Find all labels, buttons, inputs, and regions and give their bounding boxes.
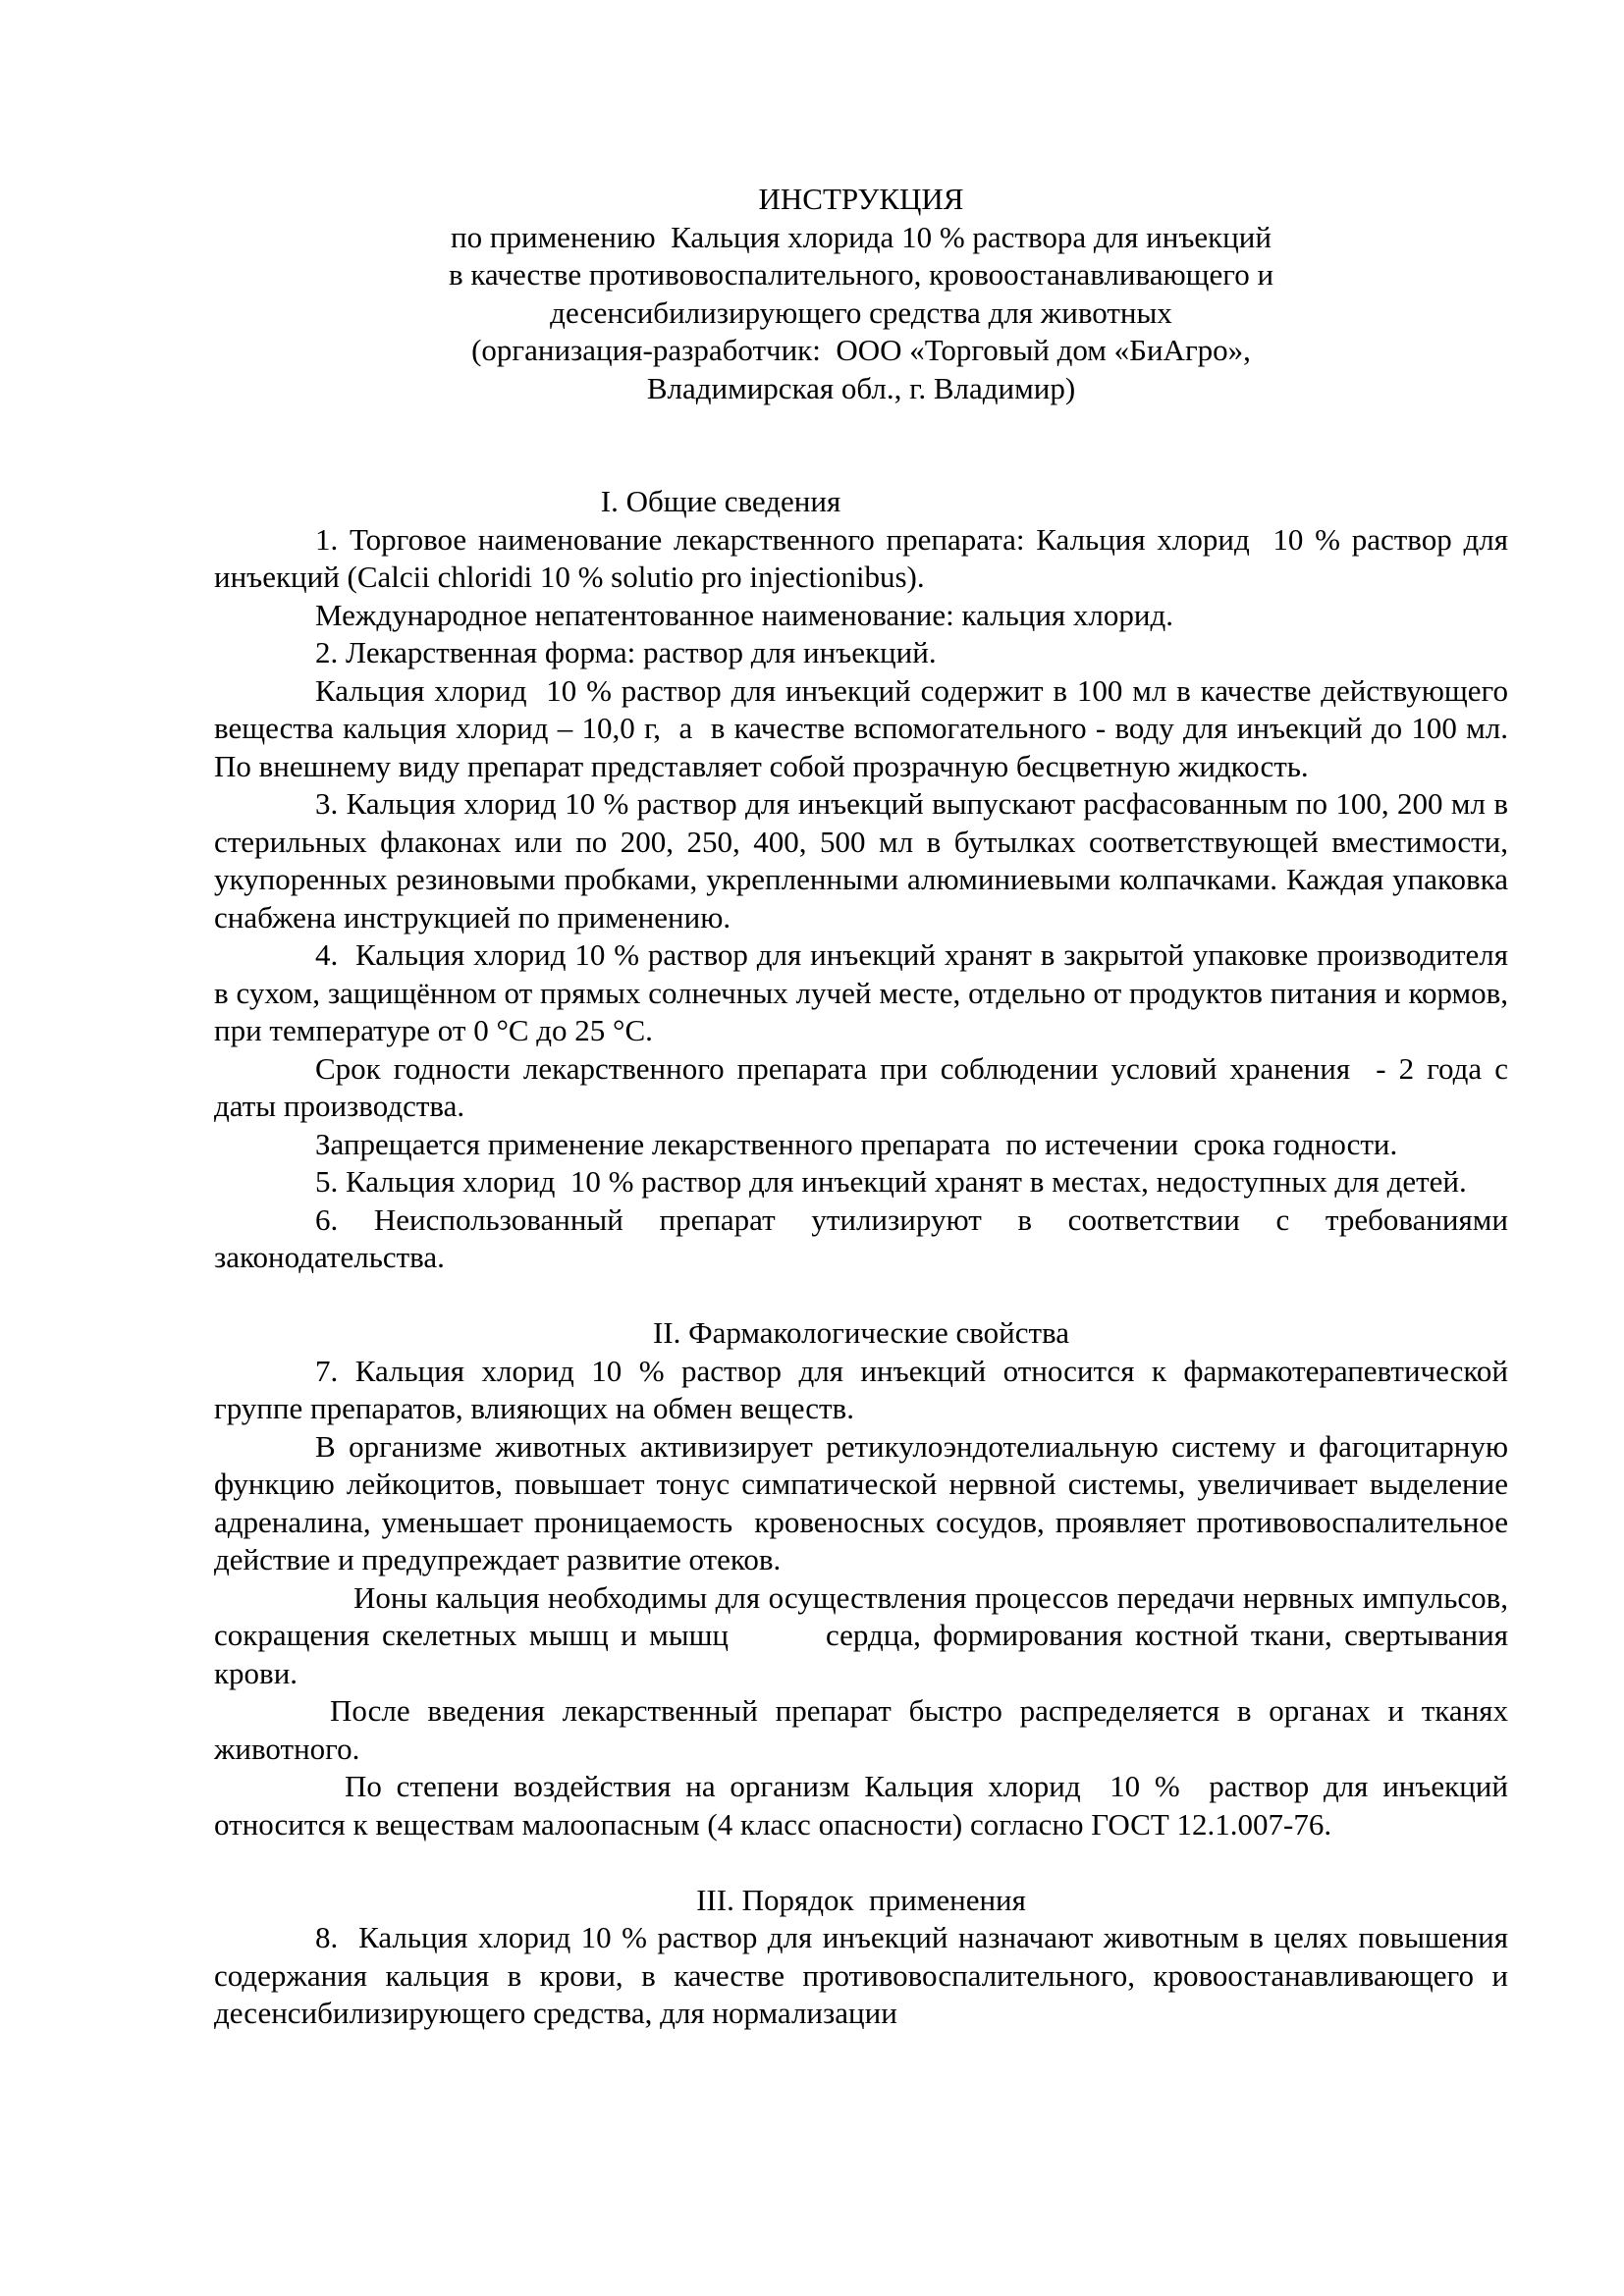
paragraph: Международное непатентованное наименование: кальция хлорид. — [315, 597, 1173, 632]
title-line: Владимирская обл., г. Владимир) — [646, 370, 1076, 405]
title-line: ИНСТРУКЦИЯ — [758, 182, 964, 216]
paragraph: Срок годности лекарственного препарата при соблюдении условий хранения - 2 года с даты производства. — [214, 1050, 1516, 1123]
paragraph: 7. Кальция хлорид 10 % раствор для инъекций относится к фармакотерапевтической группе препаратов, влияющих на обмен веществ. — [214, 1353, 1516, 1425]
paragraph: После введения лекарственный препарат быстро распределяется в органах и тканях животного. — [214, 1693, 1516, 1766]
paragraph: По степени воздействия на организм Кальция хлорид 10 % раствор для инъекций относится к веществам малоопасным (4 класс опасности) согласно ГОСТ 12.1.007-76. — [214, 1769, 1516, 1842]
blank-line-spacer — [214, 1843, 1508, 1882]
section-heading: III. Порядок применения — [696, 1882, 1026, 1917]
paragraph: 4. Кальция хлорид 10 % раствор для инъекций хранят в закрытой упаковке производителя в сухом, защищённом от прямых солнечных лучей месте, отдельно от продуктов питания и кормов, при температуре от 0 °С до 25 °С. — [214, 937, 1516, 1047]
section-heading: I. Общие сведения — [600, 484, 841, 518]
title-line: десенсибилизирующего средства для животных — [550, 294, 1172, 330]
title-line: по применению Кальция хлорида 10 % раствора для инъекций — [451, 219, 1272, 254]
paragraph: Кальция хлорид 10 % раствор для инъекций содержит в 100 мл в качестве действующего вещества кальция хлорид – 10,0 г, а в качестве вспомогательного - воду для инъекций до 100 мл. По внешнему виду препарат представляет собой прозрачную бесцветную жидкость. — [214, 672, 1516, 783]
paragraph: 5. Кальция хлорид 10 % раствор для инъекций хранят в местах, недоступных для детей. — [315, 1164, 1467, 1199]
title-line: в качестве противовоспалительного, кровоостанавливающего и — [448, 257, 1274, 292]
paragraph: В организме животных активизирует ретикулоэндотелиальную систему и фагоцитарную функцию лейкоцитов, повышает тонус симпатической нервной системы, увеличивает выделение адреналина, уменьшает проницаемость кровеносных сосудов, проявляет противовоспалительное действие и предупреждает развитие отеков. — [214, 1428, 1516, 1576]
blank-line-spacer — [214, 407, 1508, 483]
document-body — [214, 181, 1516, 2033]
section-heading: II. Фармакологические свойства — [652, 1315, 1070, 1350]
paragraph: 2. Лекарственная форма: раствор для инъекций. — [315, 635, 937, 669]
paragraph: Запрещается применение лекарственного препарата по истечении срока годности. — [315, 1126, 1398, 1161]
paragraph: 3. Кальция хлорид 10 % раствор для инъекций выпускают расфасованным по 100, 200 мл в стерильных флаконах или по 200, 250, 400, 500 мл в бутылках соответствующей вместимости, укупоренных резиновыми пробками, укрепленными алюминиевыми колпачками. Каждая упаковка снабжена инструкцией по применению. — [214, 786, 1516, 934]
paragraph: Ионы кальция необходимы для осуществления процессов передачи нервных импульсов, сокращения скелетных мышц и мышц сердца, формирования костной ткани, свертывания крови. — [214, 1579, 1516, 1690]
paragraph: 8. Кальция хлорид 10 % раствор для инъекций назначают животным в целях повышения содержания кальция в крови, в качестве противовоспалительного, кровоостанавливающего и десенсибилизирующего средства, для нормализации — [214, 1920, 1516, 2030]
title-line: (организация-разработчик: ООО «Торговый дом «БиАгро», — [471, 333, 1251, 367]
blank-line-spacer — [214, 1277, 1508, 1315]
paragraph: 1. Торговое наименование лекарственного препарата: Кальция хлорид 10 % раствор для инъекций (Calcii chloridi 10 % solutio pro injectionibus). — [214, 521, 1516, 594]
paragraph: 6. Неиспользованный препарат утилизируют в соответствии с требованиями законодательства. — [214, 1201, 1516, 1274]
